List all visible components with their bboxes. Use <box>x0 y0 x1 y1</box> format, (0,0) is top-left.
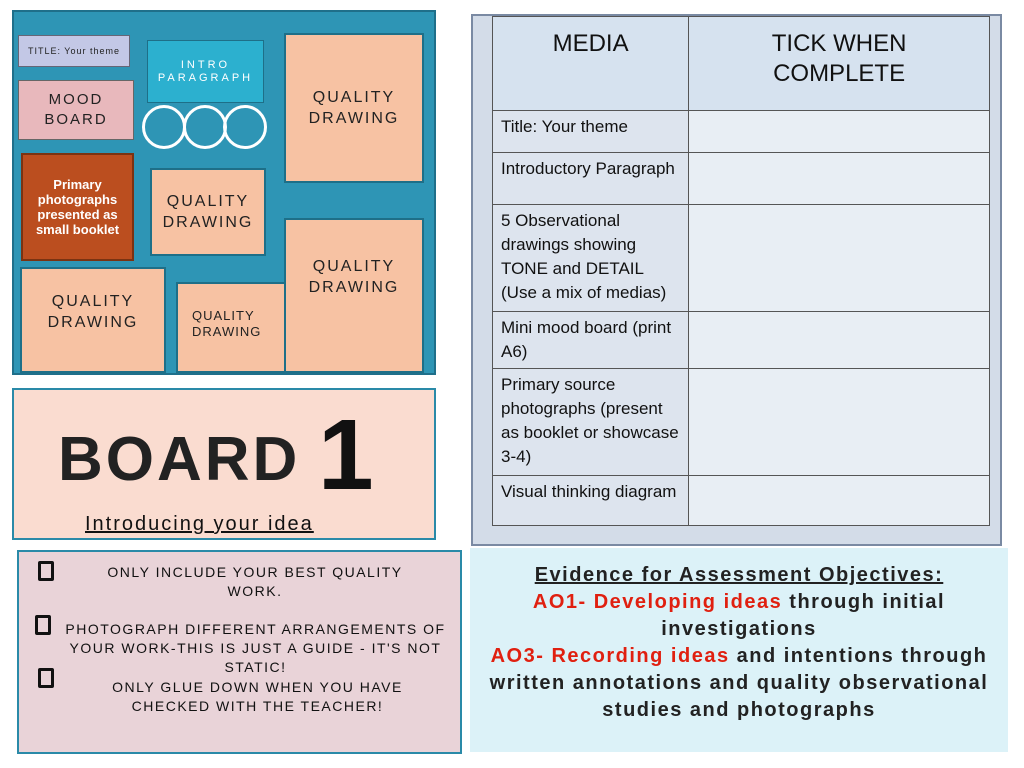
quality-drawing-tile-2: QUALITY DRAWING <box>150 168 266 256</box>
note-best-quality: ONLY INCLUDE YOUR BEST QUALITY WORK. <box>107 564 403 599</box>
board-number: 1 <box>318 399 374 511</box>
title-tile: TITLE: Your theme <box>18 35 130 67</box>
board-subtitle: Introducing your idea <box>85 513 314 535</box>
quality-drawing-tile-3: QUALITY DRAWING <box>284 218 424 373</box>
ao1-code: AO1- <box>532 591 587 613</box>
tick-cell[interactable] <box>689 153 990 205</box>
tick-cell[interactable] <box>689 205 990 312</box>
circle-icon <box>183 105 227 149</box>
checklist-table <box>492 16 990 526</box>
primary-photographs-tile: Primary photographs presented as small booklet <box>21 153 134 261</box>
evidence-heading: Evidence for Assessment Objectives: <box>534 564 944 586</box>
circle-icon <box>142 105 186 149</box>
ao3-highlight: Recording ideas <box>551 645 730 667</box>
note-photograph-arrangements: PHOTOGRAPH DIFFERENT ARRANGEMENTS OF YOUR WORK-THIS IS JUST A GUIDE - IT'S NOT STATIC! <box>65 621 446 675</box>
tick-cell[interactable] <box>689 312 990 369</box>
quality-drawing-tile-1: QUALITY DRAWING <box>284 33 424 183</box>
board-heading: BOARD <box>58 425 301 494</box>
task-mini-mood-board: Mini mood board (print A6) <box>493 312 689 369</box>
checkbox-bullet-icon <box>38 561 54 581</box>
header-tick-when-complete: TICK WHEN COMPLETE <box>689 17 990 111</box>
quality-drawing-tile-4: QUALITY DRAWING <box>20 267 166 373</box>
task-visual-thinking: Visual thinking diagram <box>493 476 689 526</box>
quality-drawing-tile-5: QUALITY DRAWING <box>176 282 286 373</box>
ao3-line <box>480 643 998 724</box>
ao1-highlight: Developing ideas <box>593 591 783 613</box>
task-title: Title: Your theme <box>493 111 689 153</box>
ao1-description: through initial investigations <box>661 591 946 640</box>
header-media: MEDIA <box>493 17 689 111</box>
tick-cell[interactable] <box>689 476 990 526</box>
task-observational-drawings: 5 Observational drawings showing TONE and DETAIL (Use a mix of medias) <box>493 205 689 312</box>
checkbox-bullet-icon <box>38 668 54 688</box>
tick-cell[interactable] <box>689 111 990 153</box>
task-intro-paragraph: Introductory Paragraph <box>493 153 689 205</box>
checkbox-bullet-icon <box>35 615 51 635</box>
task-primary-photographs: Primary source photographs (present as booklet or showcase 3-4) <box>493 369 689 476</box>
mood-board-tile: MOOD BOARD <box>18 80 134 140</box>
ao1-line <box>480 589 998 643</box>
evidence-text <box>480 562 998 724</box>
ao3-code: AO3- <box>490 645 545 667</box>
circle-icon <box>223 105 267 149</box>
note-glue-down: ONLY GLUE DOWN WHEN YOU HAVE CHECKED WITH THE TEACHER! <box>112 679 403 714</box>
ao3-description: and intentions through written annotations and quality observational studies and photographs <box>489 645 989 721</box>
intro-paragraph-tile: INTRO PARAGRAPH <box>147 40 264 103</box>
tick-cell[interactable] <box>689 369 990 476</box>
